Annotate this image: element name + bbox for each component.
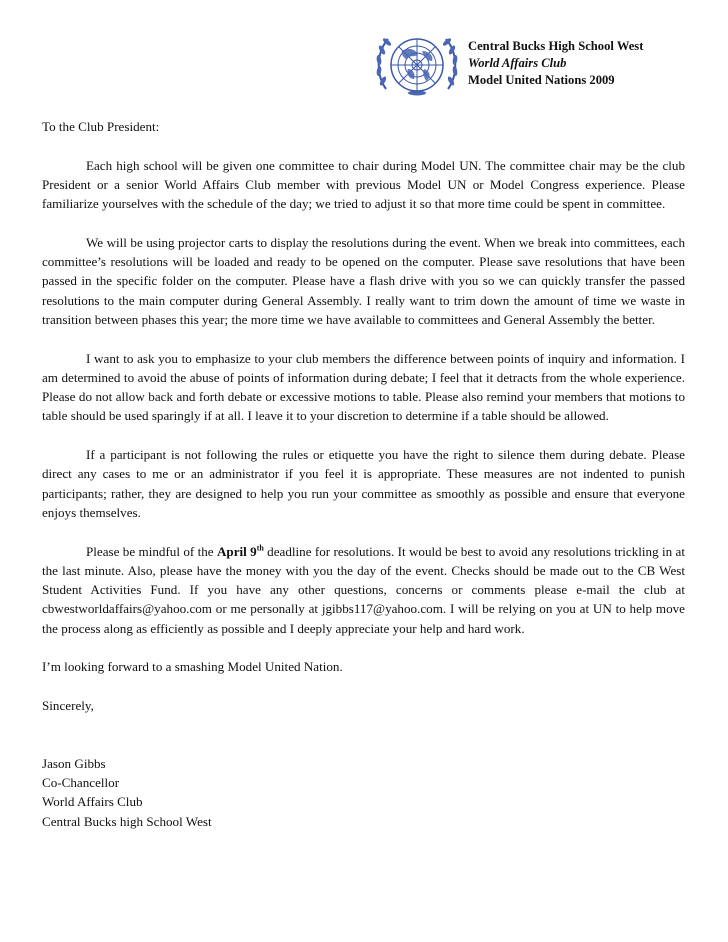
letterhead [468,38,643,89]
deadline-text-before: Please be mindful of the [86,543,217,559]
paragraph-points-of-information: I want to ask you to emphasize to your club members the difference between points of inquiry and information. I am determined to avoid the abuse of points of information during debate; I feel that it detracts from the whole experience. Please do not allow back and forth debate or excessive motions to table. Please also remind your members that motions to table should be used sparingly if at all. I leave it to your discretion to determine if a table should be allowed. [42,350,685,424]
sign-off: Sincerely, [42,697,94,713]
paragraph-deadline [42,542,685,638]
letter-body [42,117,685,831]
letterhead-school: Central Bucks High School West [468,39,644,53]
signature-club: World Affairs Club [42,794,143,810]
signature-name: Jason Gibbs [42,755,106,771]
signature-school: Central Bucks high School West [42,813,212,829]
paragraph-rules-etiquette: If a participant is not following the rules or etiquette you have the right to silence them during debate. Please direct any cases to me or an administrator if you feel it is appropriate. These measures are not indented to punish participants; rather, they are designed to help you run your committee as smoothly as possible and ensure that everyone enjoys themselves. [42,447,685,520]
paragraph-committee-chair: Each high school will be given one committee to chair during Model UN. The committee chair may be the club President or a senior World Affairs Club member with previous Model UN or Model Congress experience. Please familiarize yourselves with the schedule of the day; we tried to adjust it so that more time could be spent in committee. [42,157,685,212]
closing-line: I’m looking forward to a smashing Model United Nation. [42,659,343,675]
un-emblem-icon [372,27,462,103]
letterhead-event: Model United Nations 2009 [468,73,615,87]
salutation: To the Club President: [42,119,160,134]
signature-title: Co-Chancellor [42,775,120,791]
deadline-text-after: deadline for resolutions. It would be best to avoid any resolutions trickling in at the last minute. Also, please have the money with you the day of the event. Checks should be made out to the CB West Student Activities Fund. If you have any other questions, concerns or comments please e-mail the club at cbwestworldaffairs@yahoo.com or me personally at jgibbs117@yahoo.com. I will be relying on you at UN to help move the process along as efficiently as possible and I deeply appreciate your help and hard work. [42,543,685,636]
paragraph-projector-carts: We will be using projector carts to display the resolutions during the event. When we break into committees, each committee’s resolutions will be loaded and ready to be opened on the computer. Please save resolutions that have been passed in the specific folder on the computer. Please have a flash drive with you so we can quickly transfer the passed resolutions to the main computer during General Assembly. I really want to trim down the amount of time we waste in transition between phases this year; the more time we have available to committees and General Assembly the better. [42,234,685,327]
deadline-date: April 9th [216,543,264,559]
letterhead-club: World Affairs Club [468,56,567,70]
